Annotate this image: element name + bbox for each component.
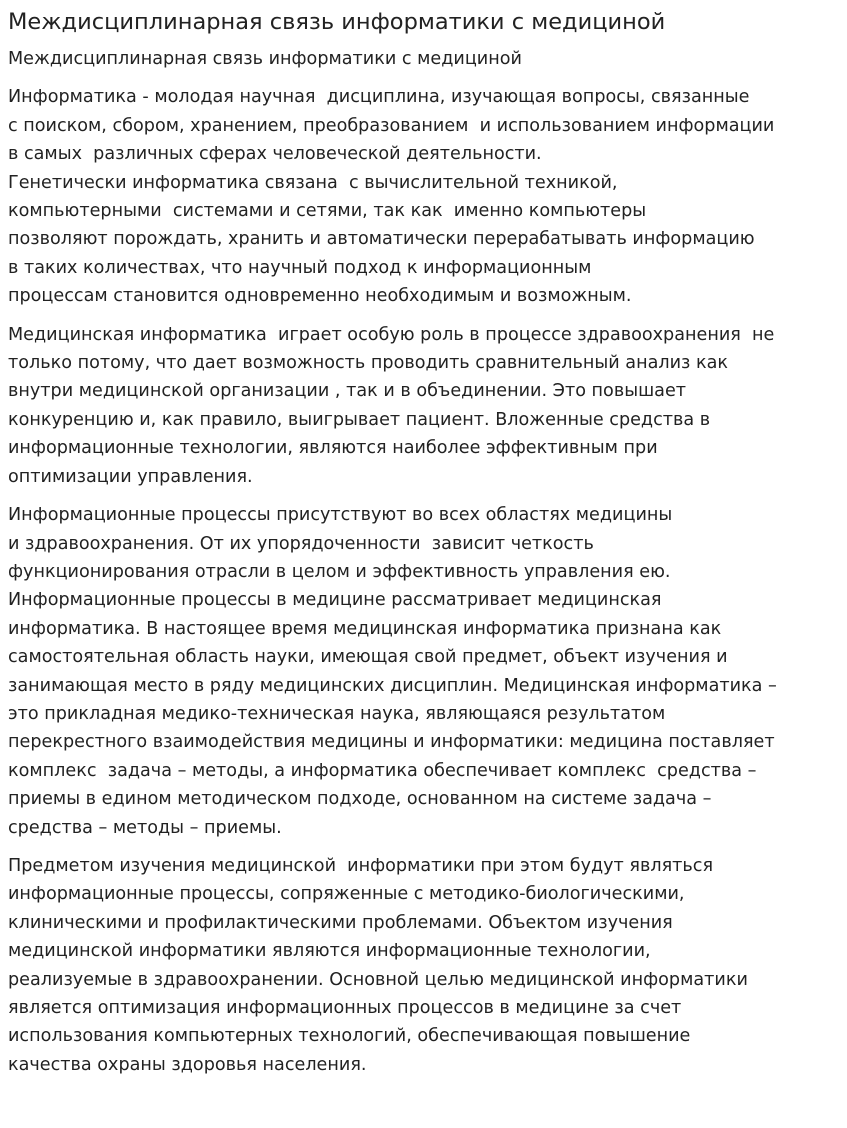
paragraph-medical-informatics-role [8,321,839,491]
text-line: оптимизации управления. [8,466,253,487]
text-line: Информационные процессы присутствуют во всех областях медицины [8,505,673,526]
text-line: только потому, что дает возможность проводить сравнительный анализ как [8,353,729,374]
text-line: конкуренцию и, как правило, выигрывает пациент. Вложенные средства в [8,409,711,430]
text-line: это прикладная медико-техническая наука, являющаяся результатом [8,703,666,724]
text-line: компьютерными системами и сетями, так как именно компьютеры [8,201,647,222]
text-line: медицинской информатики являются информационные технологии, [8,941,651,962]
text-line: занимающая место в ряду медицинских дисциплин. Медицинская информатика – [8,675,777,696]
text-line: Медицинская информатика играет особую роль в процессе здравоохранения не [8,324,775,345]
text-line: функционирования отрасли в целом и эффективность управления ею. [8,561,671,582]
text-line: с поиском, сбором, хранением, преобразованием и использованием информации [8,115,775,136]
text-line: реализуемые в здравоохранении. Основной целью медицинской информатики [8,969,748,990]
text-line: Предметом изучения медицинской информатики при этом будут являться [8,855,714,876]
text-line: перекрестного взаимодействия медицины и информатики: медицина поставляет [8,732,775,753]
text-line: в самых различных сферах человеческой деятельности. [8,144,542,165]
text-line: использования компьютерных технологий, обеспечивающая повышение [8,1026,691,1047]
text-line: клиническими и профилактическими проблемами. Объектом изучения [8,912,673,933]
text-line: и здравоохранения. От их упорядоченности зависит четкость [8,533,594,554]
text-line: качества охраны здоровья населения. [8,1054,367,1075]
text-line: приемы в едином методическом подходе, основанном на системе задача – [8,789,712,810]
text-line: информатика. В настоящее время медицинская информатика признана как [8,618,722,639]
text-line: в таких количествах, что научный подход к информационным [8,257,592,278]
text-line: Генетически информатика связана с вычислительной техникой, [8,172,618,193]
text-line: средства – методы – приемы. [8,817,282,838]
text-line: самостоятельная область науки, имеющая свой предмет, объект изучения и [8,647,728,668]
text-line: является оптимизация информационных процессов в медицине за счет [8,998,682,1018]
paragraph-subject-of-study [8,852,839,1079]
text-line: внутри медицинской организации , так и в объединении. Это повышает [8,381,687,402]
text-line: процессам становится одновременно необходимым и возможным. [8,286,632,307]
page-title: Междисциплинарная связь информатики с медициной [8,9,666,35]
text-line: комплекс задача – методы, а информатика обеспечивает комплекс средства – [8,760,757,781]
text-line: информационные технологии, являются наиболее эффективным при [8,438,658,459]
paragraph-information-processes [8,501,839,842]
text-line: Информатика - молодая научная дисциплина, изучающая вопросы, связанные [8,87,750,108]
text-line: информационные процессы, сопряженные с методико-биологическими, [8,884,685,905]
page-subtitle: Междисциплинарная связь информатики с медициной [8,49,522,69]
paragraph-intro [8,83,839,310]
text-line: позволяют порождать, хранить и автоматически перерабатывать информацию [8,229,755,250]
text-line: Информационные процессы в медицине рассматривает медицинская [8,590,662,611]
